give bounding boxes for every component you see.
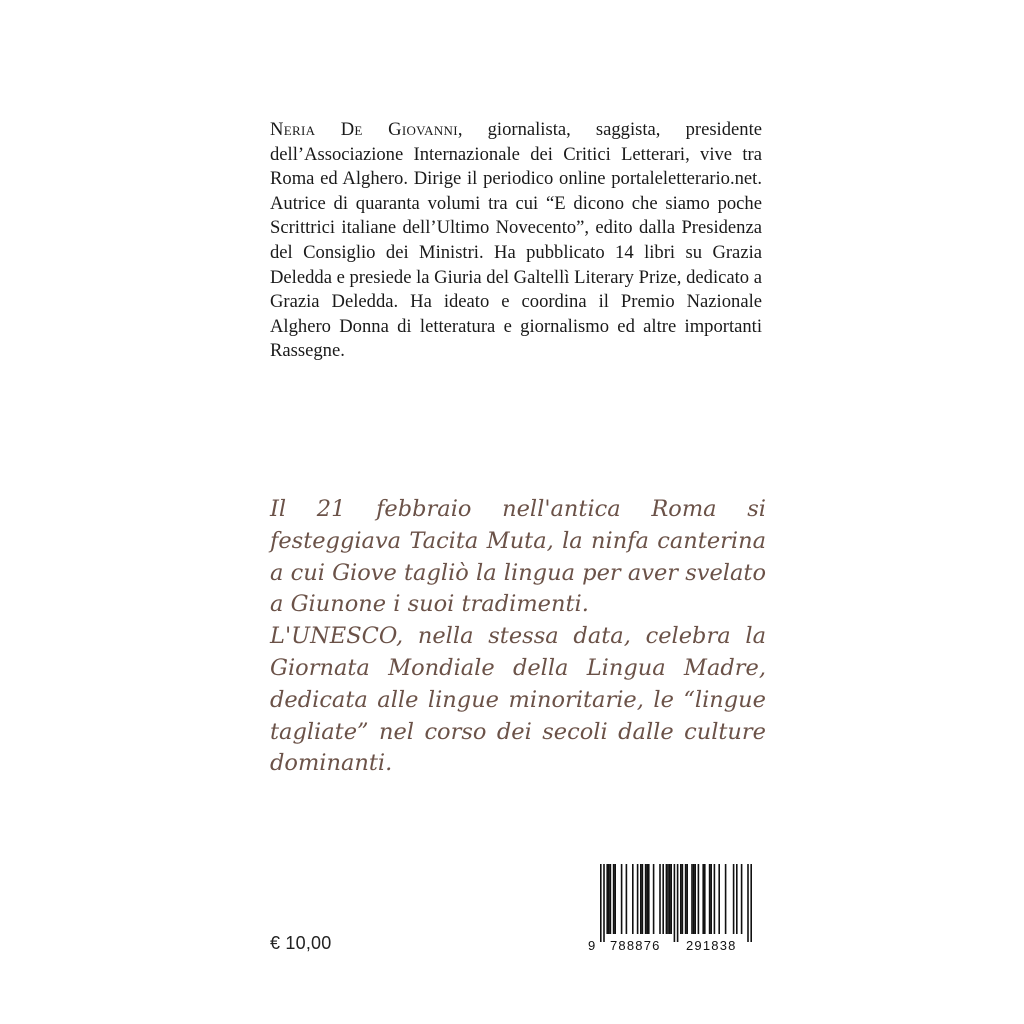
barcode-bar [637,864,639,934]
barcode-bar [725,864,727,934]
barcode-bar [704,864,706,934]
barcode-bar [709,864,711,934]
blurb-paragraph-1: Il 21 febbraio nell'antica Roma si festeggiava Tacita Muta, la ninfa canterina a cui Giove tagliò la lingua per aver svelato a Giunone i suoi tradimenti. [270,496,766,618]
barcode-bar [691,864,693,934]
barcode-bars [586,862,762,942]
barcode-bar [621,864,623,934]
barcode-bar [608,864,610,934]
barcode-bar [698,864,700,934]
barcode-bar [674,864,676,942]
barcode-bar [626,864,628,934]
barcode-bar [606,864,608,934]
barcode-bar [659,864,661,934]
barcode-bar [669,864,671,934]
barcode-bar [686,864,688,934]
barcode-bar [693,864,695,934]
author-name: Neria De Giovanni [270,119,458,140]
barcode-bar [685,864,687,934]
barcode-bar [741,864,743,934]
isbn-barcode [586,862,762,964]
barcode-bar [736,864,738,934]
isbn-number [586,938,762,958]
barcode-bar [750,864,752,942]
barcode-bar [642,864,644,934]
barcode-bar [747,864,749,942]
isbn-first-digit: 9 [588,938,596,953]
author-bio [270,118,762,364]
isbn-right-group: 291838 [686,938,737,953]
barcode-bar [603,864,605,942]
barcode-bar [682,864,684,934]
blurb-paragraph-2: L'UNESCO, nella stessa data, celebra la Giornata Mondiale della Lingua Madre, dedicata alle lingue minoritarie, le “lingue tagliate” nel corso dei secoli dalle culture dominanti. [270,623,766,777]
barcode-bar [640,864,642,934]
barcode-bar [653,864,655,934]
barcode-bar [645,864,647,934]
barcode-bar [613,864,615,934]
barcode-bar [694,864,696,934]
barcode-bar [710,864,712,934]
barcode-bar [610,864,612,934]
barcode-bar [702,864,704,934]
barcode-bar [670,864,672,934]
isbn-left-group: 788876 [610,938,661,953]
barcode-bar [600,864,602,942]
barcode-bar [667,864,669,934]
price-label: € 10,00 [270,933,332,953]
cover-blurb [270,494,766,780]
barcode-bar [666,864,668,934]
barcode-bar [677,864,679,942]
barcode-bar [662,864,664,934]
barcode-bar [733,864,735,934]
barcode-bar [680,864,682,934]
barcode-bar [648,864,650,934]
barcode-bar [718,864,720,934]
barcode-bar [646,864,648,934]
barcode-bar [632,864,634,934]
barcode-bar [714,864,716,934]
barcode-bar [614,864,616,934]
author-bio-text: , giornalista, saggista, presidente dell’Associazione Internazionale dei Critici Letterari, vive tra Roma ed Alghero. Dirige il periodico online portaleletterario.net. Autrice di quaranta volumi tra cui “E dicono che siamo poche Scrittrici italiane dell’Ultimo Novecento”, edito dalla Presidenza del Consiglio dei Ministri. Ha pubblicato 14 libri su Grazia Deledda e presiede la Giuria del Galtellì Literary Prize, dedicato a Grazia Deledda. Ha ideato e coordina il Premio Nazionale Alghero Donna di letteratura e giornalismo ed altre importanti Rassegne. [270,119,762,362]
